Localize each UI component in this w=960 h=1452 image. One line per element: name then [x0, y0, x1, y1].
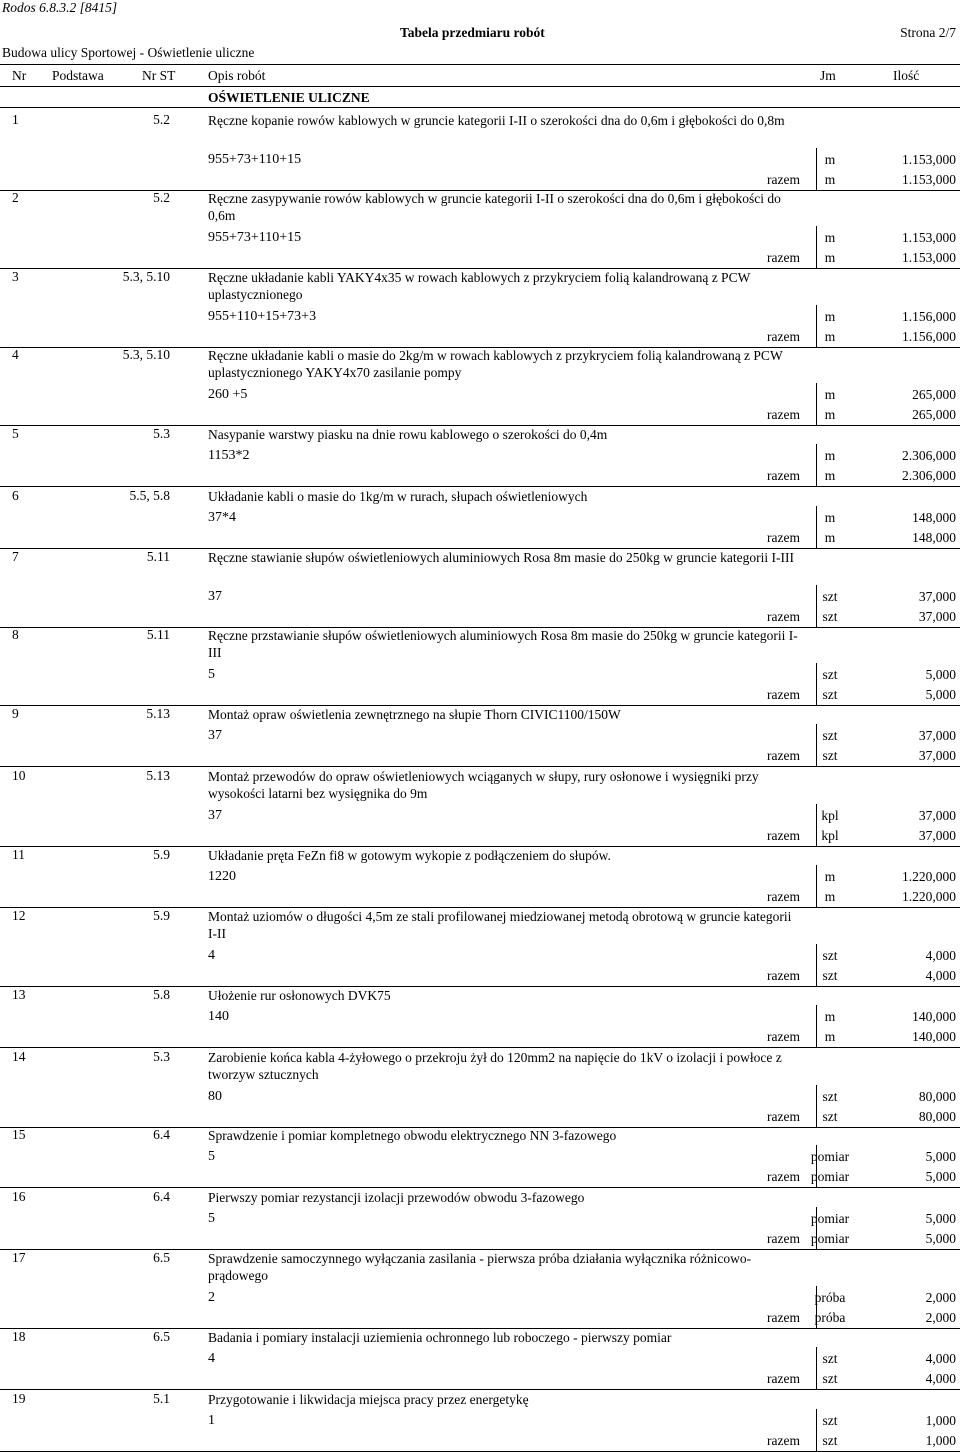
- item-total-label: razem: [767, 687, 800, 702]
- item-total-label: razem: [767, 172, 800, 187]
- item-total-quantity: 1,000: [925, 1433, 956, 1448]
- item-total-quantity: 2.306,000: [902, 468, 956, 483]
- item-number: 2: [12, 190, 19, 205]
- item-unit: m: [824, 448, 836, 463]
- item-quantity: 4,000: [925, 948, 956, 963]
- item-formula: 5: [208, 1211, 215, 1226]
- item-total-quantity: 1.220,000: [902, 889, 956, 904]
- item-total-quantity: 4,000: [925, 1371, 956, 1386]
- item-total-label: razem: [767, 1310, 800, 1325]
- app-title: Rodos 6.8.3.2 [8415]: [2, 0, 118, 15]
- item-quantity: 5,000: [925, 1211, 956, 1226]
- item-quantity: 80,000: [918, 1089, 956, 1104]
- item-unit: m: [824, 1009, 836, 1024]
- item-basis: 6.4: [153, 1127, 170, 1142]
- item-quantity: 5,000: [925, 1149, 956, 1164]
- item-formula: 260 +5: [208, 387, 248, 402]
- item-description: Sprawdzenie samoczynnego wyłączania zasilania - pierwsza próba działania wyłącznika różnicowo-prądowego: [208, 1251, 752, 1283]
- column-header-nr: Nr: [12, 68, 27, 83]
- item-total-quantity: 37,000: [918, 828, 956, 843]
- unit-column-divider: [816, 1207, 817, 1249]
- item-description: Badania i pomiary instalacji uziemienia ochronnego lub roboczego - pierwszy pomiar: [208, 1330, 672, 1345]
- item-total-label: razem: [767, 329, 800, 344]
- item-unit: m: [824, 387, 836, 402]
- unit-column-divider: [816, 383, 817, 425]
- item-number: 17: [12, 1250, 26, 1265]
- item-total-unit: próba: [814, 1310, 846, 1325]
- item-total-unit: kpl: [821, 828, 839, 843]
- unit-column-divider: [816, 1085, 817, 1127]
- item-basis: 5.3, 5.10: [122, 347, 170, 362]
- item-total-label: razem: [767, 748, 800, 763]
- unit-column-divider: [816, 804, 817, 846]
- item-formula: 1153*2: [208, 448, 250, 463]
- item-formula: 5: [208, 667, 215, 682]
- item-number: 12: [12, 908, 26, 923]
- item-total-label: razem: [767, 828, 800, 843]
- item-total-unit: szt: [822, 748, 838, 763]
- item-total-unit: m: [824, 889, 836, 904]
- item-basis: 5.2: [153, 190, 170, 205]
- item-description: Układanie kabli o masie do 1kg/m w rurach, słupach oświetleniowych: [208, 489, 588, 504]
- unit-column-divider: [816, 1409, 817, 1451]
- item-unit: szt: [822, 1089, 838, 1104]
- item-basis: 5.9: [153, 908, 170, 923]
- item-total-quantity: 37,000: [918, 609, 956, 624]
- item-basis: 5.3: [153, 426, 170, 441]
- item-formula: 140: [208, 1009, 229, 1024]
- item-formula: 5: [208, 1149, 215, 1164]
- item-unit: próba: [814, 1290, 846, 1305]
- item-basis: 5.2: [153, 112, 170, 127]
- column-header-jm: Jm: [820, 68, 836, 83]
- item-formula: 37: [208, 589, 222, 604]
- item-number: 3: [12, 269, 19, 284]
- item-basis: 6.5: [153, 1250, 170, 1265]
- item-basis: 5.11: [146, 549, 170, 564]
- item-number: 10: [12, 768, 26, 783]
- item-description: Ręczne kopanie rowów kablowych w gruncie kategorii I-II o szerokości dna do 0,6m i głębokości do 0,8m: [208, 113, 785, 128]
- item-quantity: 2.306,000: [902, 448, 956, 463]
- item-description: Ręczne przstawianie słupów oświetleniowych aluminiowych Rosa 8m masie do 250kg w gruncie kategorii I-III: [208, 628, 798, 660]
- item-total-label: razem: [767, 1169, 800, 1184]
- item-number: 1: [12, 112, 19, 127]
- item-unit: m: [824, 309, 836, 324]
- item-description: Ręczne stawianie słupów oświetleniowych aluminiowych Rosa 8m masie do 250kg w gruncie kategorii I-III: [208, 550, 794, 565]
- item-total-label: razem: [767, 1029, 800, 1044]
- item-quantity: 1.156,000: [902, 309, 956, 324]
- item-formula: 1220: [208, 869, 236, 884]
- item-quantity: 1.153,000: [902, 230, 956, 245]
- item-formula: 80: [208, 1089, 222, 1104]
- item-basis: 5.1: [153, 1391, 170, 1406]
- item-unit: szt: [822, 728, 838, 743]
- item-basis: 5.11: [146, 627, 170, 642]
- item-unit: kpl: [821, 808, 839, 823]
- project-name: Budowa ulicy Sportowej - Oświetlenie uliczne: [2, 45, 255, 60]
- unit-column-divider: [816, 1347, 817, 1389]
- item-quantity: 265,000: [912, 387, 956, 402]
- unit-column-divider: [816, 444, 817, 486]
- item-formula: 4: [208, 1351, 215, 1366]
- item-total-label: razem: [767, 889, 800, 904]
- item-number: 11: [12, 847, 25, 862]
- item-total-quantity: 37,000: [918, 748, 956, 763]
- item-formula: 955+110+15+73+3: [208, 309, 317, 324]
- item-quantity: 1.220,000: [902, 869, 956, 884]
- item-total-quantity: 1.153,000: [902, 250, 956, 265]
- item-unit: szt: [822, 1351, 838, 1366]
- section-title: OŚWIETLENIE ULICZNE: [208, 90, 370, 105]
- item-total-quantity: 5,000: [925, 687, 956, 702]
- item-unit: szt: [822, 1413, 838, 1428]
- item-number: 19: [12, 1391, 26, 1406]
- column-header-ilosc: Ilość: [893, 68, 920, 83]
- item-quantity: 37,000: [918, 589, 956, 604]
- item-description: Montaż opraw oświetlenia zewnętrznego na słupie Thorn CIVIC1100/150W: [208, 707, 621, 722]
- column-header-opis: Opis robót: [208, 68, 266, 83]
- section-rule: [0, 107, 960, 108]
- header-top-rule: [0, 64, 960, 65]
- item-unit: szt: [822, 667, 838, 682]
- item-total-label: razem: [767, 250, 800, 265]
- unit-column-divider: [816, 305, 817, 347]
- item-description: Ręczne układanie kabli YAKY4x35 w rowach kablowych z przykryciem folią kalandrowaną z PCW uplastycznionego: [208, 270, 751, 302]
- unit-column-divider: [816, 724, 817, 766]
- item-unit: m: [824, 230, 836, 245]
- item-total-unit: szt: [822, 609, 838, 624]
- item-description: Ręczne zasypywanie rowów kablowych w gruncie kategorii I-II o szerokości dna do 0,6m i głębokości do 0,6m: [208, 191, 781, 223]
- item-basis: 5.8: [153, 987, 170, 1002]
- item-quantity: 2,000: [925, 1290, 956, 1305]
- item-formula: 37: [208, 728, 222, 743]
- unit-column-divider: [816, 506, 817, 548]
- item-total-label: razem: [767, 468, 800, 483]
- item-quantity: 148,000: [912, 510, 956, 525]
- unit-column-divider: [816, 148, 817, 190]
- item-unit: szt: [822, 589, 838, 604]
- item-number: 9: [12, 706, 19, 721]
- column-header-nr-st: Nr ST: [142, 68, 176, 83]
- item-description: Pierwszy pomiar rezystancji izolacji przewodów obwodu 3-fazowego: [208, 1190, 585, 1205]
- item-quantity: 140,000: [912, 1009, 956, 1024]
- item-total-quantity: 140,000: [912, 1029, 956, 1044]
- item-number: 16: [12, 1189, 26, 1204]
- item-total-quantity: 265,000: [912, 407, 956, 422]
- item-number: 7: [12, 549, 19, 564]
- item-basis: 5.5, 5.8: [129, 488, 170, 503]
- item-description: Montaż przewodów do opraw oświetleniowych wciąganych w słupy, rury osłonowe i wysięgniki przy wysokości latarni bez wysięgnika do 9m: [208, 769, 759, 801]
- page-number: Strona 2/7: [900, 25, 956, 40]
- item-basis: 5.3: [153, 1049, 170, 1064]
- column-header-podstawa: Podstawa: [52, 68, 104, 83]
- item-total-unit: szt: [822, 1433, 838, 1448]
- item-number: 14: [12, 1049, 26, 1064]
- item-basis: 5.13: [146, 768, 170, 783]
- item-basis: 5.13: [146, 706, 170, 721]
- item-quantity: 37,000: [918, 728, 956, 743]
- item-total-label: razem: [767, 1231, 800, 1246]
- item-total-label: razem: [767, 609, 800, 624]
- item-description: Ułożenie rur osłonowych DVK75: [208, 988, 391, 1003]
- item-total-unit: m: [824, 1029, 836, 1044]
- item-unit: m: [824, 510, 836, 525]
- item-description: Układanie pręta FeZn fi8 w gotowym wykopie z podłączeniem do słupów.: [208, 848, 611, 863]
- item-number: 18: [12, 1329, 26, 1344]
- item-quantity: 4,000: [925, 1351, 956, 1366]
- item-total-quantity: 2,000: [925, 1310, 956, 1325]
- unit-column-divider: [816, 1005, 817, 1047]
- item-total-label: razem: [767, 530, 800, 545]
- item-basis: 6.4: [153, 1189, 170, 1204]
- unit-column-divider: [816, 1145, 817, 1187]
- item-quantity: 1.153,000: [902, 152, 956, 167]
- item-total-quantity: 1.156,000: [902, 329, 956, 344]
- item-quantity: 37,000: [918, 808, 956, 823]
- item-total-label: razem: [767, 1371, 800, 1386]
- item-total-label: razem: [767, 1433, 800, 1448]
- item-total-quantity: 4,000: [925, 968, 956, 983]
- item-total-unit: pomiar: [810, 1169, 850, 1184]
- item-basis: 6.5: [153, 1329, 170, 1344]
- item-formula: 955+73+110+15: [208, 230, 302, 245]
- item-total-label: razem: [767, 968, 800, 983]
- item-basis: 5.9: [153, 847, 170, 862]
- item-total-quantity: 1.153,000: [902, 172, 956, 187]
- unit-column-divider: [816, 865, 817, 907]
- item-unit: pomiar: [810, 1211, 850, 1226]
- unit-column-divider: [816, 585, 817, 627]
- item-total-unit: szt: [822, 1371, 838, 1386]
- item-total-quantity: 80,000: [918, 1109, 956, 1124]
- item-number: 8: [12, 627, 19, 642]
- item-description: Ręczne układanie kabli o masie do 2kg/m w rowach kablowych z przykryciem folią kalandrowaną z PCW uplastycznionego YAKY4x70 zasilanie pompy: [208, 348, 783, 380]
- item-total-unit: szt: [822, 687, 838, 702]
- item-formula: 1: [208, 1413, 215, 1428]
- item-total-unit: m: [824, 468, 836, 483]
- item-number: 15: [12, 1127, 26, 1142]
- item-total-unit: m: [824, 530, 836, 545]
- item-total-quantity: 5,000: [925, 1231, 956, 1246]
- unit-column-divider: [816, 226, 817, 268]
- item-number: 13: [12, 987, 26, 1002]
- item-total-label: razem: [767, 1109, 800, 1124]
- item-total-unit: szt: [822, 1109, 838, 1124]
- item-total-unit: szt: [822, 968, 838, 983]
- unit-column-divider: [816, 663, 817, 705]
- unit-column-divider: [816, 1286, 817, 1328]
- item-total-unit: m: [824, 172, 836, 187]
- item-total-unit: pomiar: [810, 1231, 850, 1246]
- item-description: Zarobienie końca kabla 4-żyłowego o przekroju żył do 120mm2 na napięcie do 1kV o izolacji i powłoce z tworzyw sztucznych: [208, 1050, 782, 1082]
- header-bottom-rule: [0, 86, 960, 87]
- item-formula: 2: [208, 1290, 215, 1305]
- item-unit: m: [824, 152, 836, 167]
- item-quantity: 1,000: [925, 1413, 956, 1428]
- document-title: Tabela przedmiaru robót: [400, 25, 545, 40]
- item-formula: 4: [208, 948, 215, 963]
- item-number: 4: [12, 347, 19, 362]
- item-description: Nasypanie warstwy piasku na dnie rowu kablowego o szerokości do 0,4m: [208, 427, 608, 442]
- item-total-unit: m: [824, 407, 836, 422]
- item-formula: 955+73+110+15: [208, 152, 302, 167]
- item-unit: m: [824, 869, 836, 884]
- item-total-unit: m: [824, 329, 836, 344]
- unit-column-divider: [816, 944, 817, 986]
- item-total-unit: m: [824, 250, 836, 265]
- item-total-label: razem: [767, 407, 800, 422]
- item-number: 6: [12, 488, 19, 503]
- item-unit: szt: [822, 948, 838, 963]
- item-formula: 37: [208, 808, 222, 823]
- item-unit: pomiar: [810, 1149, 850, 1164]
- item-description: Sprawdzenie i pomiar kompletnego obwodu elektrycznego NN 3-fazowego: [208, 1128, 617, 1143]
- item-description: Przygotowanie i likwidacja miejsca pracy przez energetykę: [208, 1392, 529, 1407]
- item-basis: 5.3, 5.10: [122, 269, 170, 284]
- item-total-quantity: 148,000: [912, 530, 956, 545]
- item-quantity: 5,000: [925, 667, 956, 682]
- item-description: Montaż uziomów o długości 4,5m ze stali profilowanej miedziowanej metodą obrotową w gruncie kategorii I-II: [208, 909, 792, 941]
- item-number: 5: [12, 426, 19, 441]
- item-formula: 37*4: [208, 510, 236, 525]
- item-total-quantity: 5,000: [925, 1169, 956, 1184]
